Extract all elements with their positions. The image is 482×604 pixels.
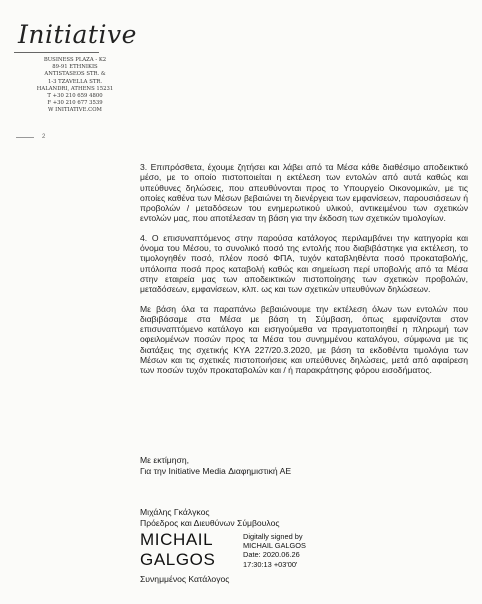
signature-details-line: Digitally signed by	[243, 532, 303, 541]
website-line: W INITIATIVE.COM	[48, 107, 102, 114]
paragraph-confirmation: Με βάση όλα τα παραπάνω βεβαιώνουμε την εκτέλεση όλων των εντολών που διαβιβάσαμε στα Μέσα με βάση τη Σύμβαση, όπως εμφανίζονται στον επισυναπτόμενο κατάλογο και εισηγούμεθα να πραγματοποιηθεί η πληρωμή των οφειλομένων ποσών προς τα Μέσα του συνημμένου καταλόγου, σύμφωνα με τις διατάξεις της σχετικής ΚΥΑ 227/20.3.2020, με βάση τα εκδοθέντα τιμολόγια των Μέσων και τις σχετικές πιστοποιήσεις και υπεύθυνες δηλώσεις, μετά από αφαίρεση των ποσών τυχόν προκαταβολών και / ή παρακράτησης φόρου εισοδήματος.	[140, 303, 468, 376]
address-line: ANTISTASEOS STR. &	[44, 71, 106, 78]
phone-line: T +30 210 659 4800	[47, 93, 103, 100]
signature-time: 17:30:13 +03'00'	[243, 559, 298, 569]
paragraph-4: 4. Ο επισυναπτόμενος στην παρούσα κατάλογος περιλαμβάνει την κατηγορία και όνομα του Μέσου, το συνολικό ποσό της εντολής που διαβιβάστηκε για εκτέλεση, το τιμολογηθέν ποσό, πλέον ποσό ΦΠΑ, τυχόν καταβληθέντα ποσό προκαταβολής, υπόλοιπα ποσά προς καταβολή καθώς και σημείωση περί υποβολής από τα Μέσα στην εταιρεία μας των αποδεικτικών πιστοποίησης των σχετικών προβολών, μεταδόσεων, εμφανίσεων, κλπ. ως και των σχετικών υπευθύνων δηλώσεων.	[140, 232, 468, 295]
letter-body	[140, 162, 468, 385]
signature-details-line: MICHAIL GALGOS	[243, 541, 306, 551]
company-address	[20, 57, 130, 115]
separator-rule	[16, 137, 34, 138]
closing-company: Για την Initiative Media Διαφημιστική ΑΕ	[140, 465, 292, 476]
signature-details	[243, 532, 423, 569]
signature-first-name: MICHAIL	[140, 530, 214, 549]
signer-name: Μιχάλης Γκάλγκος	[140, 507, 210, 517]
logo-underline	[14, 52, 99, 53]
signer-block	[140, 507, 460, 528]
address-line: 1-3 TZAVELLA STR.	[47, 78, 103, 85]
attachment-label: Συνημμένος Κατάλογος	[140, 574, 230, 584]
signer-title: Πρόεδρος και Διευθύνων Σύμβουλος	[140, 517, 280, 528]
paragraph-3: 3. Επιπρόσθετα, έχουμε ζητήσει και λάβει από τα Μέσα κάθε διαθέσιμο αποδεικτικό μέσο, με το οποίο πιστοποιείται η εκτέλεση των εντολών από αυτά καθώς και υπεύθυνες δηλώσεις, που απευθύνονται προς το Υπουργείο Οικονομικών, με τις οποίες καθένα των Μέσων βεβαιώνει τη διενέργεια των εμφανίσεων, παρουσιάσεων ή προβολών / μεταδόσεων του ενημερωτικού υλικού, αντικειμένου των σχετικών εντολών μας, που αποτέλεσαν τη βάση για την έκδοση των σχετικών τιμολογίων.	[140, 162, 468, 224]
page-number: 2	[42, 134, 46, 140]
address-line: 89-91 ETHNIKIS	[52, 64, 98, 71]
signature-date: Date: 2020.06.26	[243, 550, 300, 560]
closing-block	[140, 455, 460, 476]
signature-last-name: GALGOS	[140, 550, 216, 569]
address-line: BUSINESS PLAZA - K2	[43, 57, 107, 63]
fax-line: F +30 210 677 3539	[47, 100, 103, 107]
company-logo: Initiative	[18, 20, 137, 49]
closing-salutation: Με εκτίμηση,	[140, 455, 190, 465]
signature-name	[140, 530, 238, 570]
digital-signature	[140, 530, 440, 570]
address-line: HALANDRI, ATHENS 15231	[36, 85, 114, 92]
